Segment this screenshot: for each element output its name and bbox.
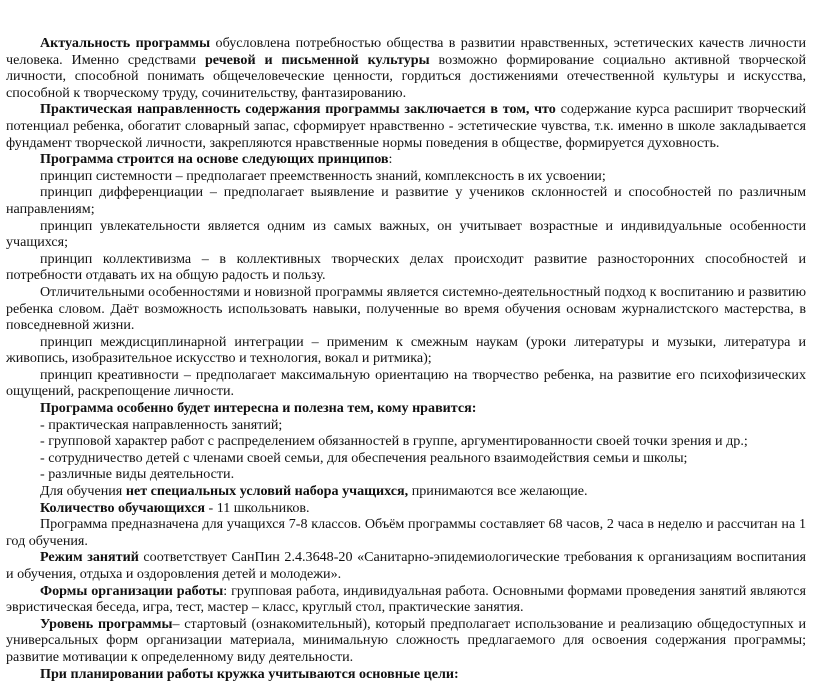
- practical-text: содержание курса расширит: [555, 101, 733, 118]
- interest-heading: Программа особенно будет интересна и полезна тем, кому нравится:: [40, 400, 477, 417]
- speech-culture-term: речевой и письменной культуры: [204, 51, 430, 68]
- features-paragraph: Отличительными особенностями и новизной программы является системно-деятельностный подход к воспитанию и развитию ребенка словом. Даёт возможность использовать навыки, полученные во время обучения основам журналистского мастерства, в повседневной жизни.: [6, 283, 806, 334]
- interest-item: - практическая направленность занятий;: [40, 416, 283, 433]
- program-volume-paragraph: Программа предназначена для учащихся 7-8 классов. Объём программы составляет 68 часов, 2 часа в неделю и рассчитан на 1 год обучения.: [6, 516, 806, 549]
- principle-item: принцип дифференциации – предполагает выявление и развитие у учеников склонностей и способностей по различным направлениям;: [6, 184, 806, 217]
- enrollment-conditions: нет специальных условий набора учащихся,: [125, 483, 409, 500]
- principles-heading: Программа строится на основе следующих принципов: [40, 151, 389, 168]
- schedule-heading: Режим занятий: [40, 549, 139, 566]
- integration-principle: принцип междисциплинарной интеграции – применим к смежным наукам (уроки литературы и музыки, литература и живопись, изобразительное искусство и технология, вокал и ритмика);: [6, 333, 806, 367]
- relevance-text: обусловлена потребностью общества в развитии нравственных, эстетических качеств личности человека. Именно средствами: [6, 35, 806, 68]
- interest-item: - различные виды деятельности.: [40, 466, 235, 483]
- students-count-heading: Количество обучающихся: [40, 499, 205, 516]
- program-level-heading: Уровень программы: [40, 615, 173, 632]
- goals-heading: При планировании работы кружка учитываются основные цели:: [40, 665, 459, 682]
- interest-item: - сотрудничество детей с членами своей семьи, для обеспечения реального взаимодействия семьи и школы;: [40, 449, 688, 466]
- work-forms-text: : групповая работа, индивидуальная работа. Основными формами проведения занятий являются эвристическая беседа, игра, тест, мастер – класс, круглый стол, практические занятия.: [6, 582, 806, 616]
- practical-heading: Практическая направленность содержания программы заключается в том, что: [40, 101, 556, 118]
- students-count-value: - 11 школьников.: [204, 499, 310, 516]
- interest-heading-line: [6, 400, 806, 417]
- creativity-principle: принцип креативности – предполагает максимальную ориентацию на творчество ребенка, на развитие его психофизических ощущений, раскрепощение личности.: [6, 366, 806, 400]
- goals-heading-line: [6, 666, 806, 682]
- program-level-text: – стартовый (ознакомительный), который предполагает использование и реализацию общедоступных и универсальных форм организации материала, минимальную сложность предлагаемого для освоения содержания программы; развитие мотивации к определенному виду деятельности.: [6, 615, 806, 665]
- principles-colon: :: [388, 151, 393, 168]
- schedule-paragraph: [6, 549, 806, 582]
- principle-item: принцип коллективизма – в коллективных творческих делах происходит развитие разносторонних способностей и потребности отдавать их на общую радость и пользу.: [6, 250, 806, 284]
- students-count-paragraph: [6, 500, 806, 517]
- program-level-paragraph: [6, 616, 806, 666]
- practical-text-cont: творческий потенциал ребенка, обогатит словарный запас, сформирует нравственно - эстетические чувства, т.к. именно в школе закладывается фундамент творческой личности, закрепляются нравственные нормы поведения в обществе, формируется духовность.: [6, 101, 806, 151]
- practical-paragraph: [6, 101, 806, 151]
- schedule-text: соответствует СанПин 2.4.3648-20 «Санитарно-эпидемиологические требования к организациям воспитания и обучения, отдыха и оздоровления детей и молодежи».: [6, 549, 806, 582]
- enrollment-paragraph: [6, 483, 806, 500]
- work-forms-paragraph: [6, 583, 806, 616]
- enrollment-text-cont: принимаются все желающие.: [408, 483, 588, 500]
- work-forms-heading: Формы организации работы: [40, 582, 224, 599]
- interest-item: - групповой характер работ с распределением обязанностей в группе, аргументированности своей точки зрения и др.;: [40, 433, 748, 450]
- relevance-text-cont: возможно формирование социально активной творческой личности, способной понимать общечеловеческие ценности, гордиться достижениями отечественной культуры и искусства, способной к творческому труду, сочинительству, фантазированию.: [6, 51, 806, 101]
- principles-heading-line: [6, 151, 806, 168]
- principle-item: принцип увлекательности является одним из самых важных, он учитывает возрастные и индивидуальные особенности учащихся;: [6, 217, 806, 251]
- relevance-paragraph: [6, 35, 806, 101]
- principle-item: принцип системности – предполагает преемственность знаний, комплексность в их усвоении;: [40, 167, 606, 184]
- relevance-heading: Актуальность программы: [40, 35, 211, 51]
- enrollment-text: Для обучения: [40, 483, 126, 500]
